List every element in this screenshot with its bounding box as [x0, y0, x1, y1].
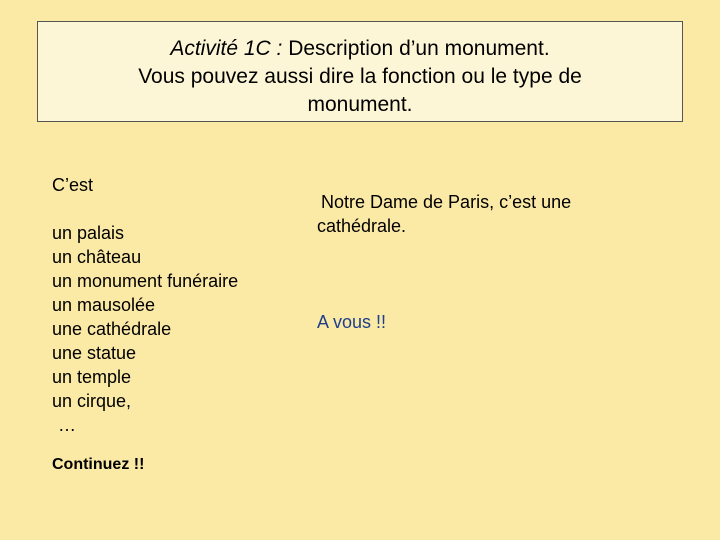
- activity-description: Description d’un monument.: [282, 37, 550, 60]
- monument-type-list: [52, 221, 238, 437]
- list-item: un mausolée: [52, 295, 156, 315]
- list-ellipsis: …: [58, 415, 76, 435]
- list-item: un temple: [52, 367, 132, 387]
- title-line-1: [38, 35, 682, 63]
- list-item: un cirque,: [52, 391, 132, 411]
- list-item: un château: [52, 247, 142, 267]
- list-item: une statue: [52, 343, 137, 363]
- title-line-3: monument.: [307, 93, 413, 116]
- activity-label: Activité 1C :: [170, 37, 283, 60]
- example-line-1: Notre Dame de Paris, c’est une: [321, 192, 572, 212]
- title-box: [37, 21, 683, 122]
- list-item: un palais: [52, 223, 125, 243]
- title-line-2: Vous pouvez aussi dire la fonction ou le type de: [138, 65, 582, 88]
- your-turn-prompt: A vous !!: [317, 312, 387, 332]
- continue-prompt: Continuez !!: [52, 456, 145, 473]
- monument-types-column: [52, 173, 238, 477]
- example-column: [317, 190, 647, 334]
- list-item: une cathédrale: [52, 319, 172, 339]
- list-item: un monument funéraire: [52, 271, 239, 291]
- example-line-2: cathédrale.: [317, 216, 407, 236]
- intro-text: C’est: [52, 175, 94, 195]
